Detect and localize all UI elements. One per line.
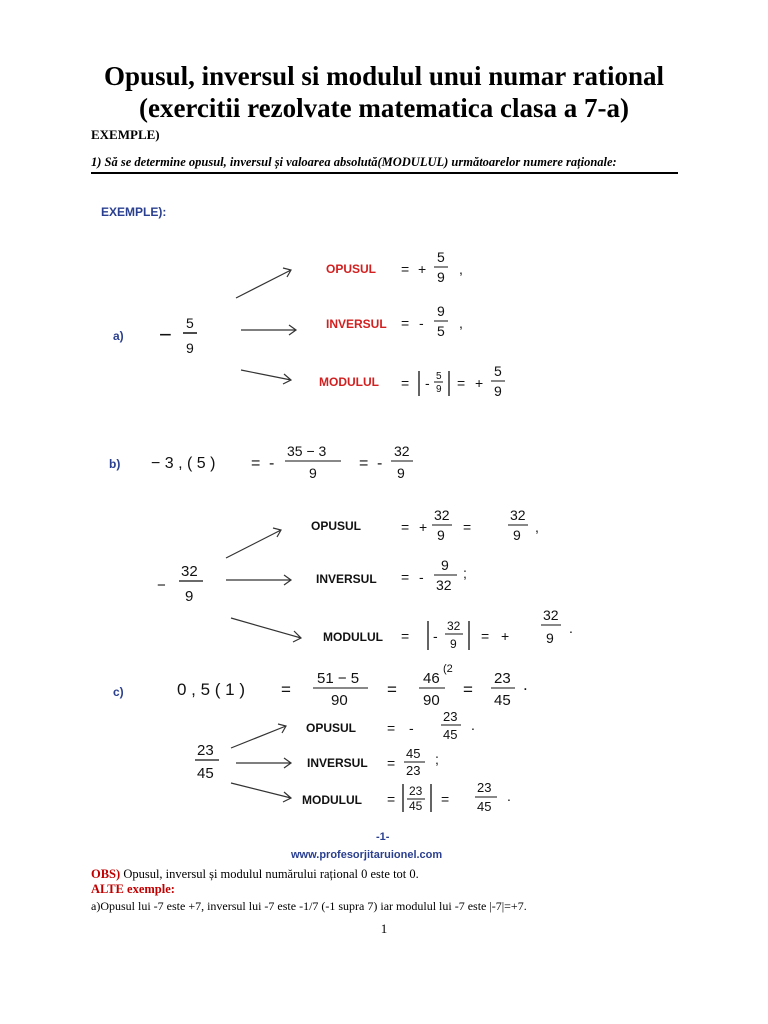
svg-text:9: 9 [437,527,445,543]
svg-text:32: 32 [447,619,461,633]
svg-text:9: 9 [436,384,442,395]
svg-text:=: = [401,315,410,331]
scan-page-marker: -1- [376,831,390,843]
svg-text:=: = [387,720,396,736]
svg-text:=: = [387,680,397,699]
scanned-exercise-image [91,178,678,863]
svg-text:,: , [535,519,539,535]
svg-text:9: 9 [441,557,449,573]
modulul-label-b: MODULUL [323,630,383,644]
svg-text:45: 45 [197,765,214,782]
svg-text:=: = [463,519,472,535]
svg-text:9: 9 [513,527,521,543]
example-a-text: Opusul lui -7 este +7, inversul lui -7 este -1/7 (-1 supra 7) iar modulul lui -7 este |-7|=+7. [100,899,527,913]
svg-text:-: - [409,720,414,736]
svg-text:+: + [501,628,510,644]
label-b: b) [109,457,121,471]
svg-text:9: 9 [309,465,317,481]
svg-text:46: 46 [423,670,440,687]
obs-note [91,867,419,882]
svg-text:,: , [459,315,463,331]
svg-text:9: 9 [546,630,554,646]
svg-text:23: 23 [477,780,492,795]
svg-text:-: - [433,628,438,644]
svg-text:−: − [157,577,166,594]
svg-text:45: 45 [406,746,421,761]
svg-text:5: 5 [494,363,502,379]
svg-text:.: . [569,620,573,636]
opusul-label-a: OPUSUL [326,262,377,276]
svg-text:5: 5 [186,315,194,331]
svg-text:23: 23 [409,784,423,798]
svg-text:23: 23 [494,670,511,687]
svg-text:,: , [459,261,463,277]
svg-text:=: = [387,755,396,771]
label-a: a) [113,329,124,343]
svg-text:.: . [471,717,475,733]
svg-text:− 3 , ( 5 ): − 3 , ( 5 ) [151,455,216,472]
svg-text:.: . [523,675,528,694]
svg-text:5: 5 [437,323,445,339]
svg-text:45: 45 [477,799,492,814]
svg-text:=: = [387,791,396,807]
svg-text:9: 9 [185,588,194,605]
svg-text:-: - [377,455,383,472]
svg-text:23: 23 [406,763,421,778]
svg-text:9: 9 [450,637,457,651]
svg-text:90: 90 [423,692,440,709]
svg-text:45: 45 [443,727,458,742]
svg-text:35 − 3: 35 − 3 [287,443,327,459]
alte-exemple-heading: ALTE exemple: [91,882,175,896]
inversul-label-b: INVERSUL [316,572,377,586]
svg-text:+: + [418,261,427,277]
label-c: c) [113,685,124,699]
svg-text:=: = [457,375,466,391]
svg-text:32: 32 [434,507,450,523]
svg-text:45: 45 [494,692,511,709]
svg-text:32: 32 [394,443,410,459]
svg-text:=: = [401,519,410,535]
svg-text:=: = [401,261,410,277]
inversul-label-a: INVERSUL [326,317,387,331]
svg-text:=: = [401,569,410,585]
svg-text:5: 5 [436,371,442,382]
svg-text:=: = [481,628,490,644]
obs-label: OBS) [91,867,121,881]
svg-text:-: - [269,455,275,472]
svg-text:23: 23 [443,709,458,724]
modulul-label-a: MODULUL [319,375,379,389]
svg-text:-: - [425,375,430,391]
svg-text:32: 32 [543,607,559,623]
svg-text:-: - [419,569,424,585]
svg-text:5: 5 [437,249,445,265]
opusul-label-b: OPUSUL [311,519,362,533]
svg-text:−: − [159,322,172,347]
scan-heading: EXEMPLE): [101,205,167,219]
svg-text:9: 9 [437,303,445,319]
svg-text:51 − 5: 51 − 5 [317,670,360,687]
svg-text:=: = [463,680,473,699]
page-number: 1 [380,921,388,936]
exemple-heading: EXEMPLE) [91,127,160,142]
svg-text:=: = [251,455,261,472]
svg-text:0 , 5 ( 1 ): 0 , 5 ( 1 ) [177,680,246,699]
svg-text:;: ; [463,565,467,581]
task-statement: 1) Să se determine opusul, inversul și valoarea absolută(MODULUL) următoarelor numere raționale: [91,155,678,174]
svg-text:;: ; [435,751,439,767]
svg-text:=: = [281,680,291,699]
svg-text:.: . [507,788,511,804]
svg-text:9: 9 [494,383,502,399]
svg-text:45: 45 [409,799,423,813]
scan-website: www.profesorjitaruionel.com [291,849,443,861]
svg-text:32: 32 [181,563,198,580]
opusul-label-c: OPUSUL [306,721,357,735]
page-title-line1: Opusul, inversul si modulul unui numar rational [104,61,664,91]
page-title-line2: (exercitii rezolvate matematica clasa a 7-a) [138,93,630,123]
inversul-label-c: INVERSUL [307,756,368,770]
svg-text:=: = [359,455,369,472]
svg-text:90: 90 [331,692,348,709]
example-a-prefix: a) [91,899,101,913]
svg-text:32: 32 [510,507,526,523]
svg-text:=: = [401,375,410,391]
svg-text:=: = [441,791,450,807]
svg-text:=: = [401,628,410,644]
svg-text:9: 9 [437,269,445,285]
svg-text:9: 9 [397,465,405,481]
svg-text:32: 32 [436,577,452,593]
svg-text:+: + [419,519,428,535]
svg-text:+: + [475,375,484,391]
svg-text:9: 9 [186,340,194,356]
svg-text:(2: (2 [443,663,453,675]
obs-text: Opusul, inversul și modulul numărului rațional 0 este tot 0. [120,867,419,881]
modulul-label-c: MODULUL [302,793,362,807]
svg-text:23: 23 [197,742,214,759]
example-a-line [91,899,527,914]
svg-text:-: - [419,315,424,331]
